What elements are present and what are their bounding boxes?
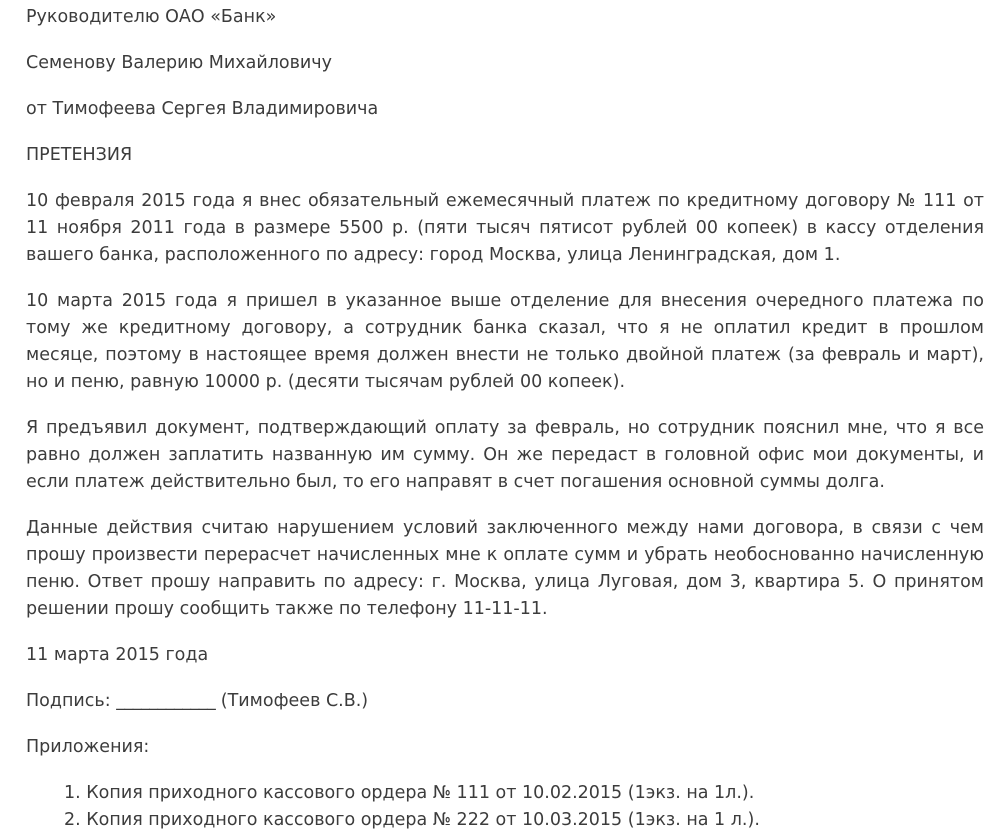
paragraph-visit: 10 марта 2015 года я пришел в указанное выше отделение для внесения очередного платежа по тому же кредитному договору, а сотрудник банка сказал, что я не оплатил кредит в прошлом месяце, поэтому в настоящее время должен внести не только двойной платеж (за февраль и март), но и пеню, равную 10000 р. (десяти тысячам рублей 00 копеек). [26,291,984,392]
list-item: 2. Копия приходного кассового ордера № 222 от 10.03.2015 (1экз. на 1 л.). [64,810,760,830]
claim-document [26,4,984,834]
signature-blank: ____________ [116,691,216,711]
signature-label: Подпись: [26,691,111,711]
addressee-line: Руководителю ОАО «Банк» [26,7,277,27]
paragraph-request: Данные действия считаю нарушением условий заключенного между нами договора, в связи с чем прошу произвести перерасчет начисленных мне к оплате сумм и убрать необоснованно начисленную пеню. Ответ прошу направить по адресу: г. Москва, улица Луговая, дом 3, квартира 5. О принятом решении прошу сообщить также по телефону 11-11-11. [26,518,984,619]
signature-line [26,688,984,715]
attachments-heading: Приложения: [26,737,150,757]
sender-line: от Тимофеева Сергея Владимировича [26,99,379,119]
paragraph-document: Я предъявил документ, подтверждающий оплату за февраль, но сотрудник пояснил мне, что я все равно должен заплатить названную им сумму. Он же передаст в головной офис мои документы, и если платеж действительно был, то его направят в счет погашения основной суммы долга. [26,418,984,492]
signature-name: (Тимофеев С.В.) [220,691,369,711]
attachments-list [26,780,984,834]
paragraph-payment: 10 февраля 2015 года я внес обязательный ежемесячный платеж по кредитному договору № 111 от 11 ноября 2011 года в размере 5500 р. (пяти тысяч пятисот рублей 00 копеек) в кассу отделения вашего банка, расположенного по адресу: город Москва, улица Ленинградская, дом 1. [26,191,984,265]
list-item: 1. Копия приходного кассового ордера № 111 от 10.02.2015 (1экз. на 1л.). [64,783,755,803]
addressee-name-line: Семенову Валерию Михайловичу [26,53,332,73]
document-title: ПРЕТЕНЗИЯ [26,145,133,165]
document-date: 11 марта 2015 года [26,645,209,665]
